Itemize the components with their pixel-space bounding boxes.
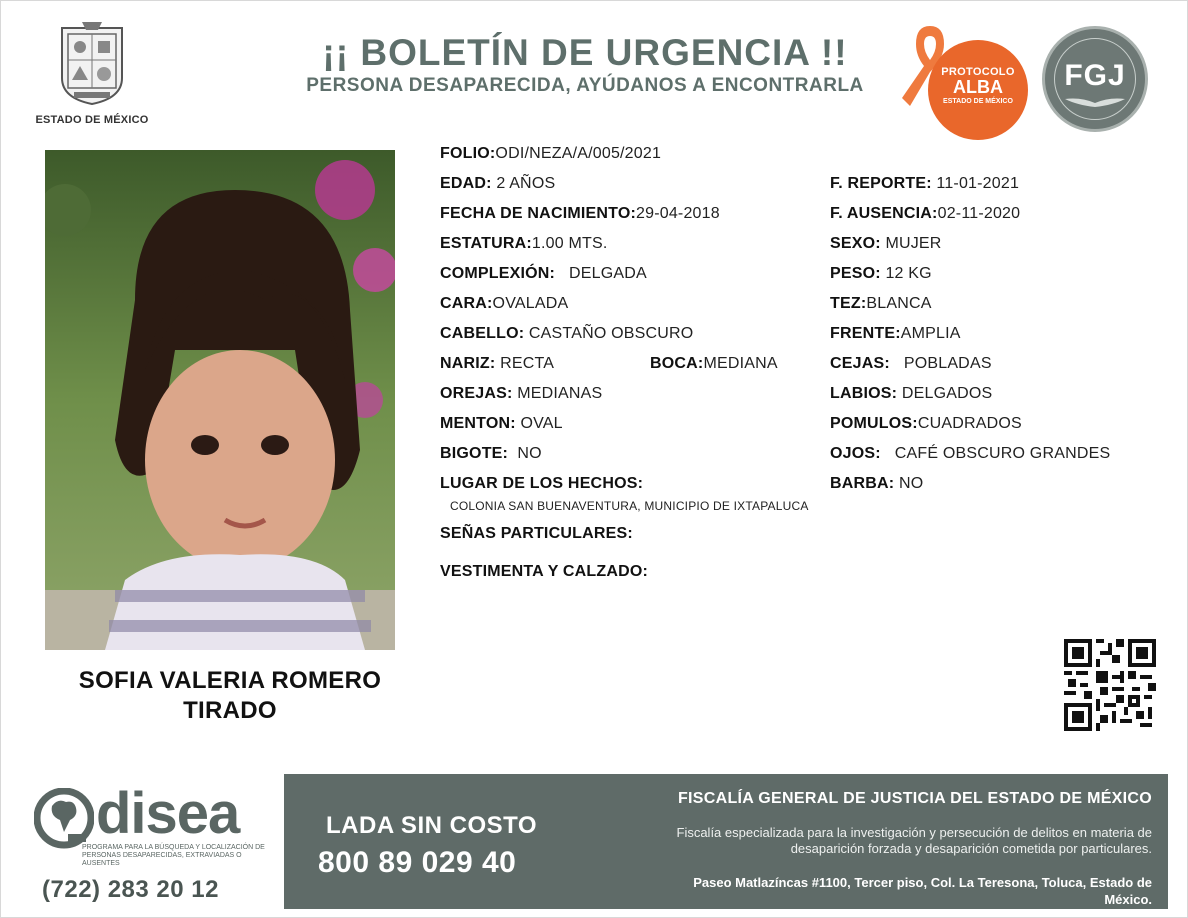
field-barba [830,475,923,493]
agency-description: Fiscalía especializada para la investigación y persecución de delitos en materia de desaparición forzada y desaparición cometida por particulares. [676,825,1152,856]
field-tez [830,295,932,313]
field-orejas [440,385,602,403]
toll-free-number[interactable]: 800 89 029 40 [318,846,517,879]
cara-value: OVALADA [492,295,569,312]
f-ausencia-value: 02-11-2020 [937,205,1021,222]
boca-label: BOCA: [650,355,704,372]
missing-person-photo [45,150,395,650]
f-reporte-value: 11-01-2021 [936,175,1020,192]
state-logo [22,18,162,126]
bulletin-subtitle: PERSONA DESAPARECIDA, AYÚDANOS A ENCONTRARLA [306,75,864,96]
field-frente [830,325,961,343]
protocolo-alba-logo [900,22,1030,132]
estatura-value: 1.00 MTS. [531,235,608,252]
field-cabello [440,325,693,343]
orejas-value: MEDIANAS [517,385,603,402]
field-edad [440,175,555,193]
alba-line2: ALBA [953,77,1003,97]
frente-label: FRENTE: [830,325,901,342]
field-complexion [440,265,647,283]
field-pomulos [830,415,1022,433]
tez-label: TEZ: [830,295,867,312]
lugar-label: LUGAR DE LOS HECHOS: [440,475,644,492]
nariz-value: RECTA [500,355,555,372]
cejas-value: POBLADAS [903,355,992,372]
alba-badge [928,40,1028,140]
folio-value: ODI/NEZA/A/005/2021 [495,145,662,162]
frente-value: AMPLIA [900,325,961,342]
alba-line1: PROTOCOLO [941,66,1015,78]
wings-icon [1063,95,1127,111]
field-lugar [440,475,643,493]
fgj-seal [1042,26,1148,132]
menton-value: OVAL [520,415,563,432]
pomulos-value: CUADRADOS [917,415,1022,432]
ojos-value: CAFÉ OBSCURO GRANDES [894,445,1111,462]
child-portrait-illustration [45,150,395,650]
odisea-pin-icon [34,788,94,850]
odisea-phone[interactable]: (722) 283 20 12 [42,876,219,903]
peso-label: PESO: [830,265,881,282]
nariz-label: NARIZ: [440,355,496,372]
sexo-label: SEXO: [830,235,881,252]
name-line2: TIRADO [183,697,277,724]
folio-label: FOLIO: [440,145,496,162]
cara-label: CARA: [440,295,493,312]
bulletin-title: ¡¡ BOLETÍN DE URGENCIA !! [322,32,848,73]
estatura-label: ESTATURA: [440,235,532,252]
field-menton [440,415,563,433]
menton-label: MENTON: [440,415,516,432]
fgj-logo-text: FGJ [1064,59,1126,92]
missing-person-name [40,666,420,726]
field-f-ausencia [830,205,1020,223]
agency-address: Paseo Matlazíncas #1100, Tercer piso, Col. La Teresona, Toluca, Estado de México. [693,875,1152,907]
barba-label: BARBA: [830,475,895,492]
orejas-label: OREJAS: [440,385,513,402]
f-reporte-label: F. REPORTE: [830,175,932,192]
field-boca [650,355,778,373]
field-folio [440,145,661,163]
cejas-label: CEJAS: [830,355,890,372]
edad-value: 2 AÑOS [496,175,556,192]
odisea-wordmark: disea [96,781,240,846]
field-peso [830,265,932,283]
coat-of-arms-icon [52,18,132,108]
field-f-reporte [830,175,1019,193]
field-nariz [440,355,554,373]
ojos-label: OJOS: [830,445,881,462]
f-ausencia-label: F. AUSENCIA: [830,205,938,222]
cabello-value: CASTAÑO OBSCURO [528,325,694,342]
field-cejas [830,355,992,373]
agency-title: FISCALÍA GENERAL DE JUSTICIA DEL ESTADO DE MÉXICO [677,790,1152,807]
pomulos-label: POMULOS: [830,415,918,432]
bigote-value: NO [517,445,542,462]
contact-band [284,774,1168,909]
name-line1: SOFIA VALERIA ROMERO [78,667,382,694]
field-labios [830,385,992,403]
vestimenta-label: VESTIMENTA Y CALZADO: [440,563,649,580]
field-cara [440,295,568,313]
toll-free-label: LADA SIN COSTO [326,812,538,839]
fecha-nacimiento-label: FECHA DE NACIMIENTO: [440,205,636,222]
field-sexo [830,235,942,253]
field-vestimenta [440,563,648,581]
odisea-description: PROGRAMA PARA LA BÚSQUEDA Y LOCALIZACIÓN DE PERSONAS DESAPARECIDAS, EXTRAVIADAS O AUSENTES [82,844,265,867]
edad-label: EDAD: [440,175,492,192]
complexion-label: COMPLEXIÓN: [440,265,556,282]
bigote-label: BIGOTE: [440,445,509,462]
field-estatura [440,235,607,253]
tez-value: BLANCA [866,295,932,312]
cabello-label: CABELLO: [440,325,525,342]
labios-value: DELGADOS [901,385,993,402]
qr-code-icon[interactable] [1064,639,1156,731]
peso-value: 12 KG [885,265,932,282]
complexion-value: DELGADA [569,265,647,282]
lugar-value: COLONIA SAN BUENAVENTURA, MUNICIPIO DE IXTAPALUCA [450,499,809,513]
fecha-nacimiento-value: 29-04-2018 [636,205,720,222]
field-senas [440,525,633,543]
alba-line3: ESTADO DE MÉXICO [943,98,1013,105]
field-fecha-nacimiento [440,205,720,223]
field-ojos [830,445,1110,463]
boca-value: MEDIANA [703,355,778,372]
field-bigote [440,445,542,463]
state-label: ESTADO DE MÉXICO [35,114,149,126]
sexo-value: MUJER [885,235,942,252]
barba-value: NO [898,475,924,492]
labios-label: LABIOS: [830,385,898,402]
senas-label: SEÑAS PARTICULARES: [440,525,633,542]
odisea-program-logo [34,781,274,906]
